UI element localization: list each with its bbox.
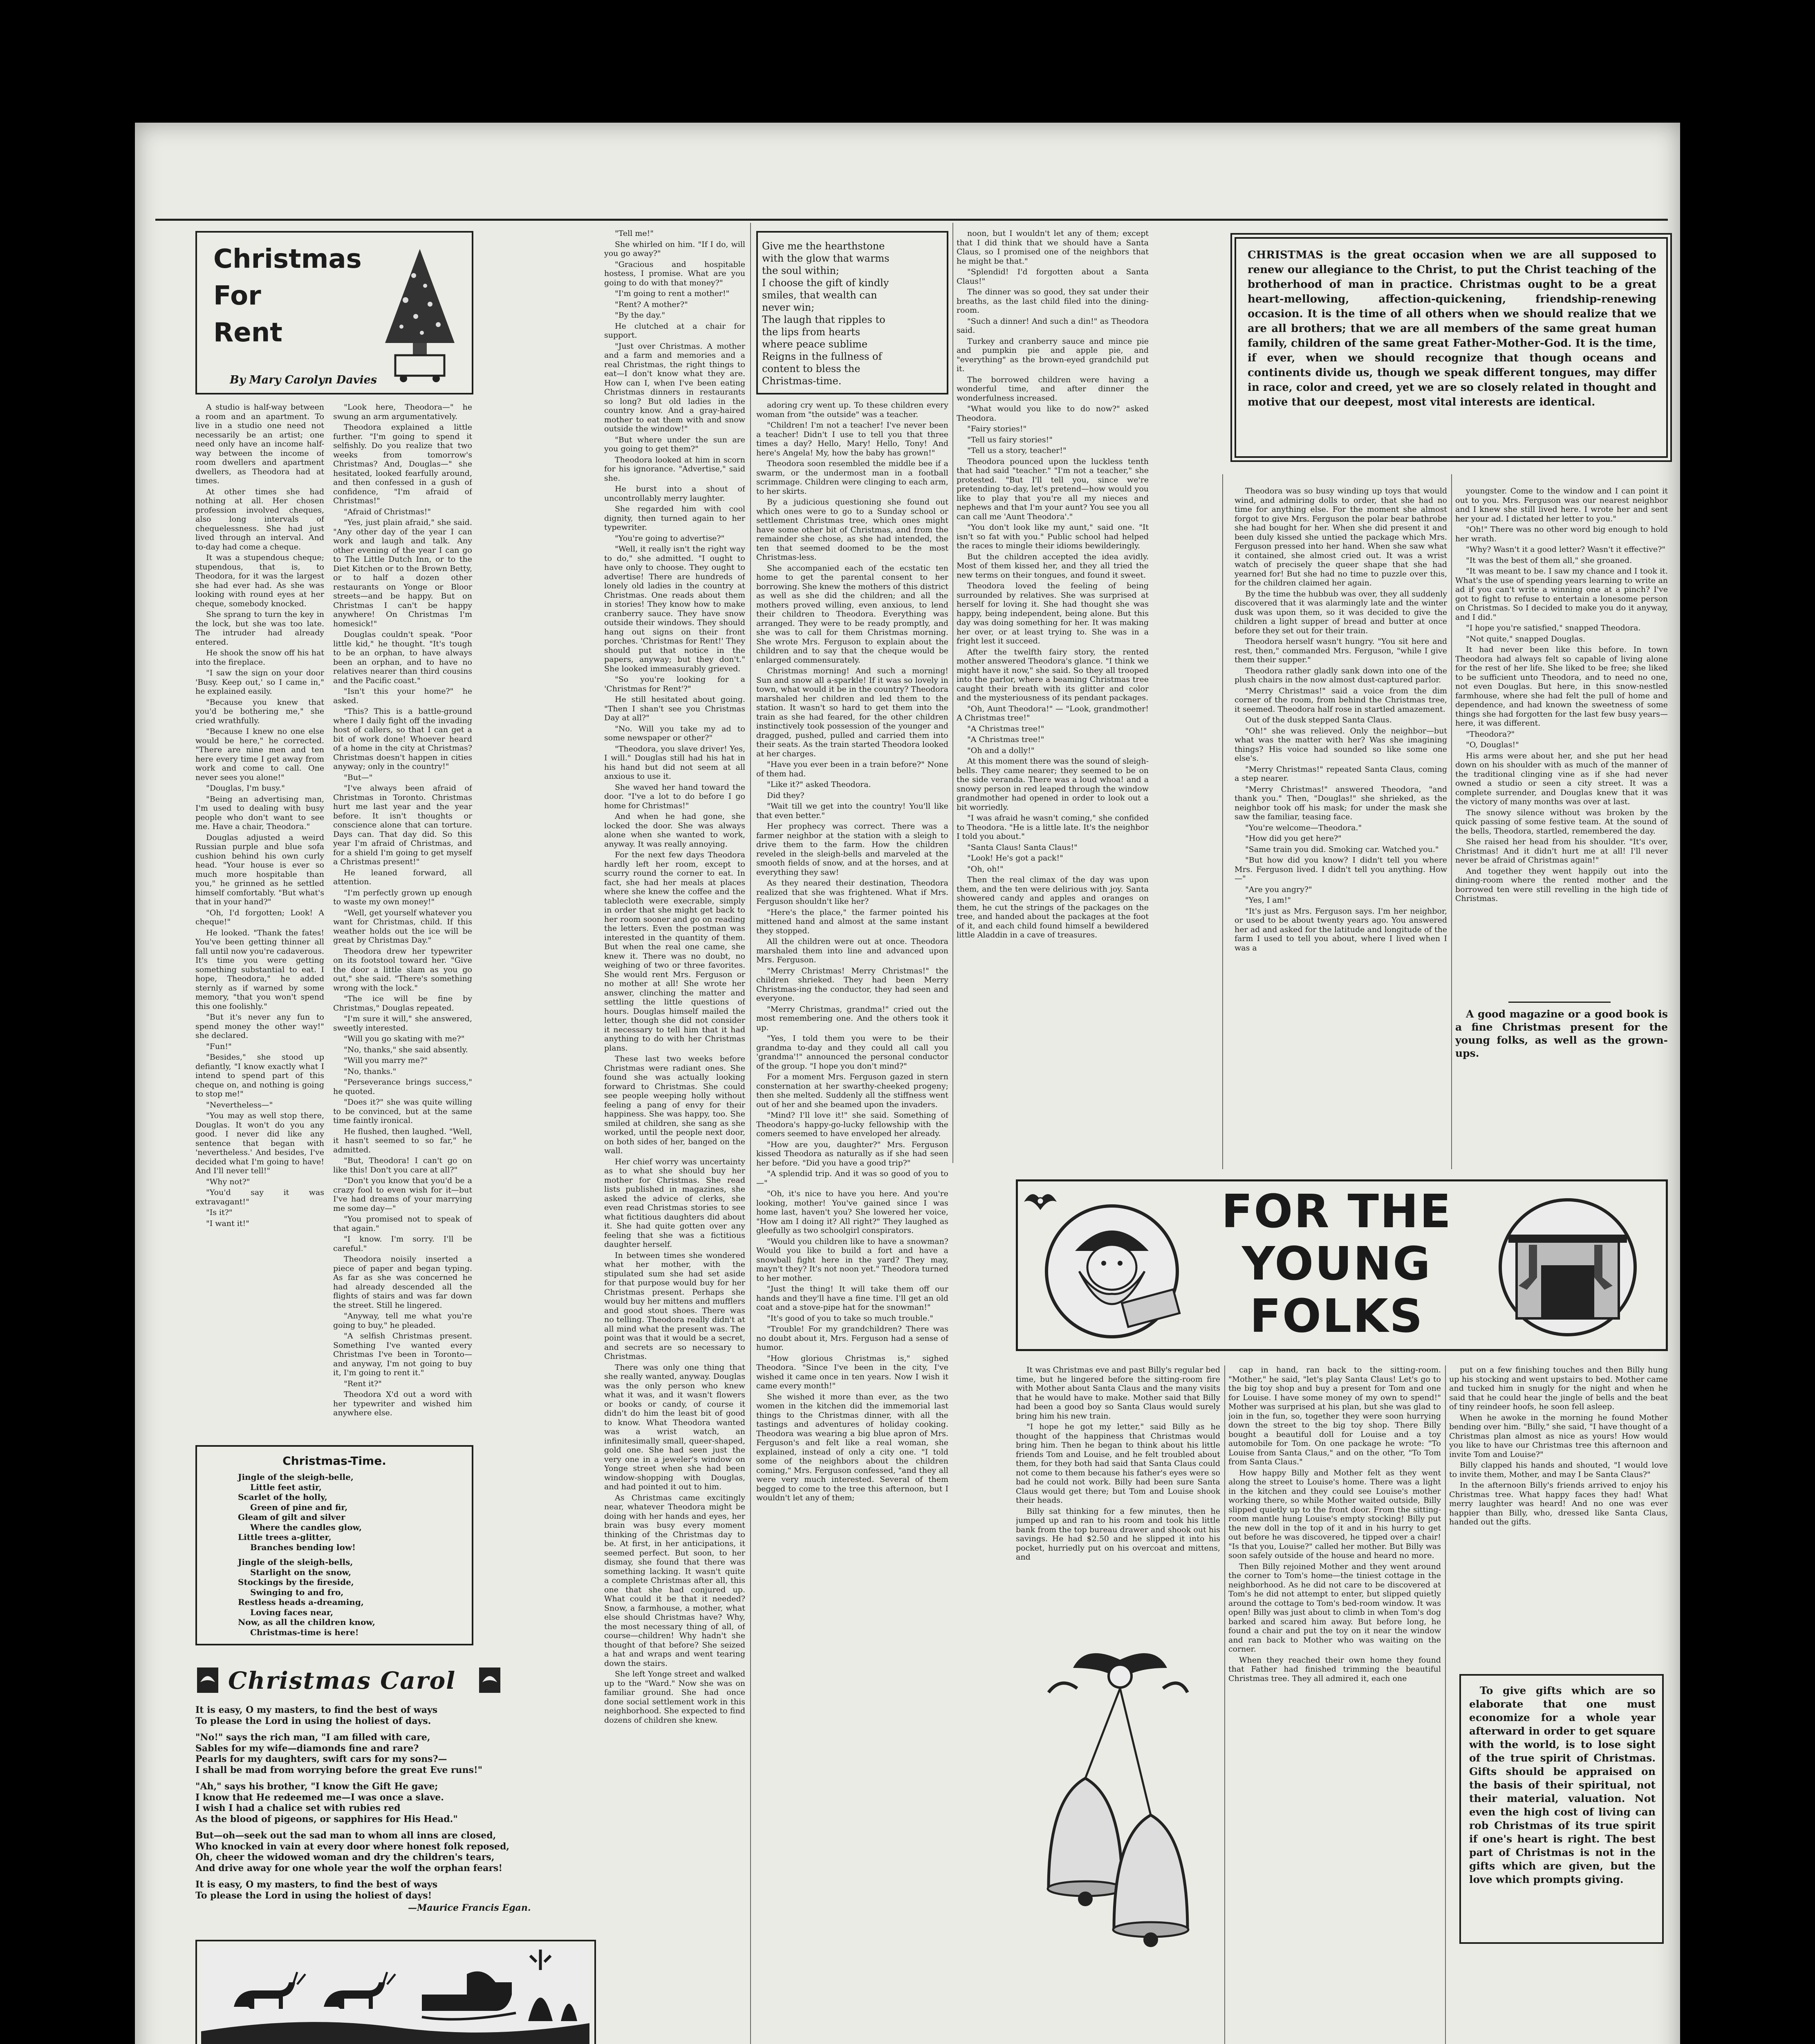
poem-line: I shall be mad from worrying before the great Eve runs!" (195, 1764, 483, 1775)
holly-icon (195, 1666, 220, 1694)
poem-line: where peace sublime (762, 338, 868, 350)
story-paragraph: "It's good of you to take so much trouble." (767, 1313, 934, 1323)
story-paragraph: "Same train you did. Smoking car. Watched you." (1245, 845, 1439, 854)
story-paragraph: "You promised not to speak of that again." (333, 1215, 472, 1233)
column-rule (1224, 1365, 1225, 2044)
poem-line: Starlight on the snow, (250, 1567, 352, 1577)
story-paragraph: By the time the hubbub was over, they all suddenly discovered that it was alarmingly late and the winter dusk was upon them, so it was decided to give the children a light supper of bread and butter at once before they set out for their train. (1235, 589, 1447, 635)
story-paragraph: "But it's never any fun to spend money the other way!" she declared. (195, 1013, 324, 1040)
young-folks-col-1 (1016, 1365, 1220, 1631)
story-paragraph: "I know. I'm sorry. I'll be careful." (333, 1235, 472, 1253)
occasion-editorial-box (1235, 237, 1668, 458)
story-paragraph: "Merry Christmas!" answered Theodora, "and thank you." Then, "Douglas!" she shrieked, as the neighbor took off his mask; for under the mask she saw the familiar, teasing face. (1235, 784, 1447, 821)
story-paragraph: "Gracious and hospitable hostess, I promise. What are you going to do with that money?" (604, 260, 745, 287)
poem-line: The laugh that ripples to (762, 314, 885, 325)
poem-line: It is easy, O my masters, to find the best of ways (195, 1705, 438, 1715)
story-paragraph: put on a few finishing touches and then Billy hung up his stocking and went upstairs to bed. Mother came and tucked him in snugly for the night and when he said that he could hear the jingle of bells and the beat of tiny reindeer hoofs, he soon fell asleep. (1449, 1365, 1668, 1411)
story-paragraph: "O, Douglas!" (1466, 740, 1519, 749)
story-paragraph: "Isn't this your home?" he asked. (333, 687, 472, 705)
story-paragraph: "Trouble! For my grandchildren? There was no doubt about it, Mrs. Ferguson had a sense of humor. (756, 1325, 948, 1352)
story-paragraph: "I hope you're satisfied," snapped Theodora. (1466, 623, 1641, 632)
poem-line: And drive away for one whole year the wolf the orphan fears! (195, 1862, 503, 1874)
fireplace-stockings-icon (1484, 1196, 1651, 1339)
story-paragraph: How happy Billy and Mother felt as they went along the street to Louise's home. There was a light in the kitchen and they could see Louise's mother working there, so while Mother waited outside, Billy slipped quietly up to the front door. From the sitting-room mantle hung Louise's empty stocking! Billy put the new doll in the top of it and in his hurry to get out before he was discovered, he tipped over a chair! "Is that you, Louise?" called her mother. But Billy was soon safely outside of the house and heard no more. (1228, 1468, 1441, 1560)
occasion-text: CHRISTMAS is the great occasion when we are all supposed to renew our allegiance to the Christ, to put the Christ teaching of the brotherhood of man in practice. Christmas ought to be a great heart-mellowing, affection-quickening, friendship-renewing occasion. It is the time of all others when we should realize that we are all brothers; that we are all members of the same great human family, children of the same great Father-Mother-God. It is the time, if ever, when we should recognize that though oceans and continents divide us, though we speak different tongues, may differ in race, color and creed, yet we are so closely related in thought and motive that our deepest, most vital interests are identical. (1248, 249, 1656, 408)
story-paragraph: "Anyway, tell me what you're going to buy," he pleaded. (333, 1311, 472, 1330)
story-paragraph: Douglas adjusted a weird Russian purple and blue sofa cushion behind his own curly head. "Your house is ever so much more hospitable than you," he grinned as he settled himself comfortably. "But what's that in your hand?" (195, 833, 324, 906)
santa-claus-icon (1030, 1202, 1194, 1341)
poem-line: Little trees a-glitter, (238, 1532, 332, 1542)
poem-line: Green of pine and fir, (250, 1502, 348, 1512)
story-paragraph: "So you're looking for a 'Christmas for Rent'?" (604, 675, 745, 693)
story-paragraph: "Oh, Aunt Theodora!" — "Look, grandmother! A Christmas tree!" (957, 704, 1149, 722)
story-paragraph: "Tell us fairy stories!" (967, 435, 1053, 444)
poem-line: with the glow that warms (762, 253, 890, 264)
story-paragraph: It was Christmas eve and past Billy's regular bed time, but he lingered before the sitting-room fire with Mother about Santa Claus and the many visits that he would have to make. Mother said that Billy had been a good boy so Santa Claus would surely bring him his new train. (1016, 1365, 1220, 1421)
story-paragraph: "Because I knew no one else would be here," he corrected. "There are nine men and ten here every time I get away from work and come to call. One never sees you alone!" (195, 727, 324, 782)
story-paragraph: "How did you get here?" (1245, 834, 1342, 843)
story-paragraph: She sprang to turn the key in the lock, but she was too late. The intruder had already entered. (195, 610, 324, 647)
story-paragraph: "By the day." (615, 311, 666, 320)
story-paragraph: Did they? (767, 791, 804, 800)
story-paragraph: And when he had gone, she locked the door. She was always alone when she wanted to work, anyway. It was really annoying. (604, 812, 745, 849)
poem-line (195, 1775, 596, 1781)
poem-line: As the blood of pigeons, or sapphires for His Head." (195, 1813, 458, 1824)
story-paragraph: The borrowed children were having a wonderful time, and after dinner the wonderfulness increased. (957, 375, 1149, 403)
story-paragraph: She wished it more than ever, as the two women in the kitchen did the immemorial last things to the Christmas dinner, with all the tastings and adventures of holiday cooking. Theodora was wearing a big blue apron of Mrs. Ferguson's and felt like a real woman, she explained, instead of only a city one. "I told some of the neighbors about the children coming," Mrs. Ferguson confessed, "and they all were very much interested. Several of them begged to come to the tree this afternoon, but I wouldn't let any of them; (756, 1392, 948, 1502)
top-rule (155, 219, 1668, 221)
title-line-3: Rent (213, 318, 282, 348)
story-paragraph: "It was the best of them all," she groaned. (1466, 556, 1632, 565)
poem-line: Scarlet of the holly, (238, 1492, 327, 1502)
story-paragraph: "Merry Christmas!" repeated Santa Claus, coming a step nearer. (1235, 764, 1447, 783)
story-paragraph: "Just the thing! It will take them off our hands and they'll have a fine time. I'll get an old coat and a stove-pipe hat for the snowman!" (756, 1284, 948, 1312)
story-paragraph: Her prophecy was correct. There was a farmer neighbor at the station with a sleigh to drive them to the farm. How the children reveled in the sleigh-bells and marveled at the smooth fields of snow, and at the horses, and at everything they saw! (756, 822, 948, 877)
story-paragraph: "You'd say it was extravagant!" (195, 1188, 324, 1206)
bells-icon (1024, 1643, 1216, 2044)
story-paragraph: "Wait till we get into the country! You'll like that even better." (756, 802, 948, 820)
story-paragraph: "Why? Wasn't it a good letter? Wasn't it effective?" (1466, 545, 1666, 554)
poem-line: Oh, cheer the widowed woman and dry the children's tears, (195, 1852, 495, 1862)
poem-line (195, 1874, 596, 1879)
story-paragraph: "Why not?" (206, 1177, 250, 1186)
story-paragraph: He shook the snow off his hat into the fireplace. (195, 648, 324, 667)
story-paragraph: "Well, it really isn't the right way to do," she admitted. "I ought to have only to choose. They ought to advertise! There are hundreds of lonely old ladies in the country at Christmas. One reads about them in stories! They know how to make cranberry sauce. They have snow outside their windows. They should hang out signs on their front porches. 'Christmas for Rent!' They should put that notice in the papers, anyway; but they don't." She looked immeasurably grieved. (604, 545, 745, 673)
story-paragraph: "A Christmas tree!" (967, 735, 1044, 744)
poem-line: Now, as all the children know, (238, 1617, 375, 1627)
story-paragraph: "Will you marry me?" (344, 1056, 428, 1065)
poem-line: "No!" says the rich man, "I am filled with care, (195, 1732, 430, 1743)
story-paragraph: "The ice will be fine by Christmas," Douglas repeated. (333, 994, 472, 1013)
young-folks-banner (1016, 1179, 1668, 1351)
title-line-1: Christmas (213, 244, 362, 274)
poem-line: smiles, that wealth can (762, 289, 877, 301)
story-paragraph: Theodora loved the feeling of being surrounded by relatives. She was surprised at herself for loving it. She had thought she was happy, being independent, being alone. But this day was doing something for her. It was making her over, or at least trying to. She was in a fright lest it succeed. (957, 581, 1149, 645)
banner-line: YOUNG (1242, 1237, 1432, 1291)
carol-banner (195, 1666, 596, 1699)
story-paragraph: "Nevertheless—" (206, 1100, 273, 1109)
gifts-editorial-box (1459, 1674, 1664, 1944)
story-paragraph: "I want it!" (206, 1219, 249, 1228)
story-paragraph: She raised her head from his shoulder. "It's over, Christmas! And it didn't hurt me at all! I'll never never be afraid of Christmas again!" (1455, 837, 1668, 865)
story-paragraph: He burst into a shout of uncontrollably merry laughter. (604, 484, 745, 503)
story-paragraph: "Are you angry?" (1245, 885, 1312, 894)
story-paragraph: "I saw the sign on your door 'Busy. Keep out,' so I came in," he explained easily. (195, 668, 324, 696)
poem-line: Little feet astir, (250, 1482, 322, 1492)
story-paragraph: "Besides," she stood up defiantly, "I know exactly what I intend to spend part of this cheque on, and nothing is going to stop me!" (195, 1053, 324, 1098)
story-paragraph: It had never been like this before. In town Theodora had always felt so capable of living alone for the rest of her life. She liked to be free; she liked to be sufficient unto Theodora, and to need no one, not even Douglas. But here, in this snow-nestled farmhouse, where she had felt the pull of home and dependence, and had known the sweetness of some things she had forgotten for the last few busy years—here, it was different. (1455, 645, 1668, 728)
hearthstone-poem (762, 240, 943, 387)
story-paragraph: But the children accepted the idea avidly. Most of them kissed her, and they all tried the new terms on their tongues, and found it sweet. (957, 552, 1149, 580)
story-paragraph: "It's just as Mrs. Ferguson says. I'm her neighbor, or used to be about twenty years ago. You answered her ad and asked for the latitude and longitude of the farm I used to tell you about, where I lived when I was a (1235, 906, 1447, 953)
story-paragraph: Theodora was so busy winding up toys that would wind, and admiring dolls to order, that she had no time for anything else. For the moment she almost forgot to give Mrs. Ferguson the polar bear bathrobe she had bought for her. When she did present it and been duly kissed she untied the package which Mrs. Ferguson pressed into her hand. When she saw what it contained, she almost cried out. It was a wrist watch of precisely the queer shape that she had yearned for! But she had no time to puzzle over this, for the children claimed her again. (1235, 486, 1447, 587)
story-paragraph: Then Billy rejoined Mother and they went around the corner to Tom's home—the tiniest cottage in the neighborhood. As he did not care to be discovered at Tom's he did not attempt to enter, but slipped quietly around the cottage to Tom's bed-room window. It was open! Billy was just about to climb in when Tom's dog barked and scared him away. But before long, he found a chair and put the toy on it near the window and ran back to Mother who was waiting on the corner. (1228, 1562, 1441, 1654)
poem-line: Restless heads a-dreaming, (238, 1597, 364, 1607)
title-box (195, 231, 473, 394)
young-folks-col-2 (1228, 1365, 1441, 2044)
story-paragraph: "Tell me!" (615, 229, 654, 238)
story-paragraph: He clutched at a chair for support. (604, 321, 745, 340)
story-paragraph: "No, thanks." (344, 1067, 397, 1076)
story-paragraph: Billy sat thinking for a few minutes, then he jumped up and ran to his room and took his little bank from the top bureau drawer and shook out his savings. He had $2.50 and he slipped it into his pocket, hurriedly put on his overcoat and mittens, and (1016, 1506, 1220, 1562)
story-paragraph: "Have you ever been in a train before?" None of them had. (756, 760, 948, 778)
poem-line: Jingle of the sleigh-bells, (238, 1557, 353, 1567)
poem-line: To please the Lord in using the holiest of days. (195, 1715, 431, 1726)
poem-line: Christmas-time is here! (250, 1627, 359, 1637)
story-paragraph: "Rent? A mother?" (615, 300, 688, 309)
story-paragraph: "Oh, it's nice to have you here. And you're looking, mother! You've gained since I was home last, haven't you? She lowered her voice, "How am I doing it? All right?" They laughed as gleefully as two schoolgirl conspirators. (756, 1189, 948, 1235)
story-paragraph: Then the real climax of the day was upon them, and the ten were delirious with joy. Santa showered candy and apples and oranges on them, he cut the strings of the packages on the tree, and handed about the packages at the foot of it, and each child found himself a bewildered little Aladdin in a cave of treasures. (957, 875, 1149, 939)
story-paragraph: "A splendid trip. And it was so good of you to—" (756, 1169, 948, 1188)
story-paragraph: "What would you like to do now?" asked Theodora. (957, 404, 1149, 423)
story-paragraph: "Not quite," snapped Douglas. (1466, 634, 1586, 643)
story-paragraph: At other times she had nothing at all. Her chosen profession involved cheques, also long intervals of chequelessness. She had just lived through an interval. And to-day had come a cheque. (195, 487, 324, 551)
story-paragraph: At this moment there was the sound of sleigh-bells. They came nearer; they seemed to be on the side veranda. There was a loud whoa! and a snowy person in red leaped through the window grandmother had opened in order to look out a bit worriedly. (957, 757, 1149, 812)
story-paragraph: "A Christmas tree!" (967, 724, 1044, 733)
story-paragraph: She left Yonge street and walked up to the "Ward." Now she was on familiar ground. She had once done social settlement work in this neighborhood. She expected to find dozens of children she knew. (604, 1670, 745, 1725)
story-paragraph: It was a stupendous cheque; stupendous, that is, to Theodora, for it was the largest she had ever had. As she was looking with round eyes at her cheque, somebody knocked. (195, 553, 324, 608)
story-paragraph: Turkey and cranberry sauce and mince pie and pumpkin pie and apple pie, and "everything" as the brown-eyed grandchild put it. (957, 336, 1149, 373)
story-paragraph: All the children were out at once. Theodora marshaled them into line and advanced upon Mrs. Ferguson. (756, 937, 948, 964)
poem-line: Give me the hearthstone (762, 240, 885, 252)
title-line-2: For (213, 281, 261, 311)
story-paragraph: adoring cry went up. To these children every woman from "the outside" was a teacher. (756, 401, 948, 419)
story-paragraph: "You're welcome—Theodora." (1245, 823, 1362, 832)
story-col-6 (1235, 486, 1447, 1165)
story-paragraph: "How are you, daughter?" Mrs. Ferguson kissed Theodora as naturally as if she had seen her before. "Did you have a good trip?" (756, 1140, 948, 1168)
story-paragraph: "No. Will you take my ad to some newspaper or other?" (604, 724, 745, 742)
story-paragraph: "But—" (344, 773, 373, 782)
story-paragraph: "Merry Christmas, grandma!" cried out the most remembering one. And the others took it up. (756, 1004, 948, 1032)
banner-line: FOR THE (1221, 1185, 1452, 1238)
poem-line: I wish I had a chalice set with rubies red (195, 1803, 401, 1813)
story-paragraph: For the next few days Theodora hardly left her room, except to scurry round the corner to eat. In fact, she had her meals at places where she knew the coffee and the tablecloth were execrable, simply in order that she might get back to her room sooner and go on reading the letters. Even the postman was interested in the quantity of them. But when the real one came, she knew it. There was no doubt, no weighing of two or three favorites. She would rent Mrs. Ferguson or no mother at all! She wrote her answer, clinching the matter and settling the little questions of hours. Douglas himself mailed the letter, though she did not consider it necessary to tell him that it had anything to do with her Christmas plans. (604, 850, 745, 1053)
story-paragraph: He looked. "Thank the fates! You've been getting thinner all fall until now you're cadaverous. It's time you were getting something substantial to eat. I hope, Theodora," he added sternly as if warned by some memory, "that you won't spend this one foolishly." (195, 928, 324, 1011)
story-paragraph: She whirled on him. "If I do, will you go away?" (604, 240, 745, 258)
story-paragraph: Theodora drew her typewriter on its footstool toward her. "Give the door a little slam as you go out," she said. "There's something wrong with the lock." (333, 946, 472, 993)
column-rule (1451, 474, 1452, 1169)
story-paragraph: "But where under the sun are you going to get them?" (604, 435, 745, 453)
poem-line: Reigns in the fullness of (762, 351, 882, 362)
story-paragraph: "You don't look like my aunt," said one. "It isn't so fat with you." Public school had helped the races to mingle their idioms bewilderingly. (957, 523, 1149, 550)
story-paragraph: "You're going to advertise?" (615, 533, 725, 543)
poem-line: It is easy, O my masters, to find the best of ways (195, 1879, 438, 1890)
story-paragraph: Christmas morning! And such a morning! Sun and snow all a-sparkle! If it was so lovely in town, what would it be in the country? Theodora marshaled her children and led them to the station. It wasn't so hard to get them into the train as she had feared, for the other children instinctively took possession of the younger and dragged, pushed, pulled and carried them into their seats. As the train started Theodora looked at her charges. (756, 666, 948, 758)
story-paragraph: "Being an advertising man, I'm used to dealing with busy people who don't want to see me. Have a chair, Theodora." (195, 794, 324, 831)
story-paragraph: The snowy silence without was broken by the quick passing of some festive team. At the sound of the bells, Theodora, startled, remembered the day. (1455, 808, 1668, 836)
story-paragraph: In the afternoon Billy's friends arrived to enjoy his Christmas tree. What happy faces they had! What merry laughter was heard! And no one was ever happier than Billy, who, dressed like Santa Claus, handed out the gifts. (1449, 1481, 1668, 1526)
story-paragraph: As Christmas came excitingly near, whatever Theodora might be doing with her hands and eyes, her brain was busy every moment thinking of the Christmas day to be. At first, in her anticipations, it seemed perfect. But soon, to her dismay, she found that there was something lacking. It wasn't quite a complete Christmas after all, this one that she had conjured up. What could it be that it needed? Snow, a farmhouse, a mother, what else should Christmas have? Why, the most necessary thing of all, of course—children! Why hadn't she thought of that before? She seized a hat and wraps and went tearing down the stairs. (604, 1493, 745, 1668)
story-paragraph: "Oh, I'd forgotten; Look! A cheque!" (195, 908, 324, 926)
story-col-1 (195, 403, 324, 1435)
story-paragraph: "Merry Christmas! Merry Christmas!" the children shrieked. They had been Merry Christmas-ing the conductor, they had seen and everyone. (756, 966, 948, 1003)
story-paragraph: "Look here, Theodora—" he swung an arm argumentatively. (333, 403, 472, 421)
story-paragraph: He leaned forward, all attention. (333, 868, 472, 886)
christmas-time-title: Christmas-Time. (282, 1454, 386, 1468)
story-paragraph: Billy clapped his hands and shouted, "I would love to invite them, Mother, and may I be Santa Claus?" (1449, 1461, 1668, 1479)
story-paragraph: He flushed, then laughed. "Well, it hasn't seemed to so far," he admitted. (333, 1127, 472, 1154)
story-paragraph: "I was afraid he wasn't coming," she confided to Theodora. "He is a little late. It's the neighbor I told you about." (957, 814, 1149, 841)
story-paragraph: "I've always been afraid of Christmas in Toronto. Christmas hurt me last year and the year before. It isn't thoughts or conscience alone that can torture. Days can. That day did. So this year I'm afraid of Christmas, and for a shield I'm going to get myself a Christmas present!" (333, 784, 472, 866)
column-rule (750, 223, 751, 2044)
story-paragraph: "Afraid of Christmas!" (344, 507, 431, 516)
poem-line: Swinging to and fro, (250, 1587, 344, 1597)
story-paragraph: youngster. Come to the window and I can point it out to you. Mrs. Ferguson was our nearest neighbor and I knew she still lived here. I wrote her and sent her your ad. I dictated her letter to you." (1455, 486, 1668, 523)
poem-line: Pearls for my daughters, swift cars for my sons?— (195, 1754, 447, 1764)
story-paragraph: Theodora looked at him in scorn for his ignorance. "Advertise," said she. (604, 455, 745, 483)
story-paragraph: "Such a dinner! And such a din!" as Theodora said. (957, 316, 1149, 335)
story-paragraph: "But, Theodora! I can't go on like this! Don't you care at all?" (333, 1156, 472, 1174)
story-paragraph: Douglas couldn't speak. "Poor little kid," he thought. "It's tough to be an orphan, to have always been an orphan, and to have no relatives nearer than third cousins and the Pacific coast." (333, 630, 472, 685)
story-paragraph: In between times she wondered what her mother, with the stipulated sum she had set aside for that purpose would buy for her Christmas present. Perhaps she would buy her mittens and mufflers and good stout shoes. There was no telling. Theodora really didn't at all mind what the present was. The point was that it would be a secret, and secrets are so necessary to Christmas. (604, 1251, 745, 1361)
poem-line: "Ah," says his brother, "I know the Gift He gave; (195, 1781, 438, 1792)
story-paragraph: Theodora explained a little further. "I'm going to spend it selfishly. Do you realize that two weeks from tomorrow's Christmas? And, Douglas—" she hesitated, looked fearfully around, and then confessed in a gush of confidence, "I'm afraid of Christmas!" (333, 423, 472, 505)
story-paragraph: noon, but I wouldn't let any of them; except that I did think that we should have a Santa Claus, so I promised one of the neighbors that he might be that." (957, 229, 1149, 266)
story-paragraph: By a judicious questioning she found out which ones were to go to a Sunday school or settlement Christmas tree, which ones might have some other bit of Christmas, and from the remainder she chose, as she had intended, the ten that seemed doomed to be the most Christmas-less. (756, 498, 948, 562)
christmas-time-poem (238, 1472, 375, 1637)
story-paragraph: "Oh!" she was relieved. Only the neighbor—but what was the matter with her? Was she imagining things? His voice had sounded so like some one else's. (1235, 726, 1447, 763)
story-paragraph: "I'm sure it will," she answered, sweetly interested. (333, 1014, 472, 1033)
poem-line (195, 1726, 596, 1732)
story-paragraph: Theodora rather gladly sank down into one of the plush chairs in the now almost dust-captured parlor. (1235, 666, 1447, 684)
poem-line: But—oh—seek out the sad man to whom all inns are closed, (195, 1830, 496, 1841)
story-paragraph: "Look! He's got a pack!" (967, 854, 1063, 863)
poem-line: To please the Lord in using the holiest of days! (195, 1890, 432, 1901)
story-paragraph: Theodora X'd out a word with her typewriter and wished him anywhere else. (333, 1390, 472, 1417)
story-paragraph: For a moment Mrs. Ferguson gazed in stern consternation at her swarthy-cheeked progeny; then she melted. Suddenly all the stiffness went out of her and she beamed upon the invaders. (756, 1072, 948, 1109)
story-col-7 (1455, 486, 1668, 993)
story-paragraph: Her chief worry was uncertainty as to what she should buy her mother for Christmas. She read lists published in magazines, she asked the advice of clerks, she even read Christmas stories to see what fictitious daughters did about it. She had quite gotten over any feeling that she was a fictitious daughter herself. (604, 1157, 745, 1249)
column-rule (1222, 474, 1223, 1169)
story-paragraph: She accompanied each of the ecstatic ten home to get the parental consent to her borrowing. She knew the mothers of this district as well as she did the children; and all the mothers proved willing, even anxious, to lend their children to Theodora. Everything was arranged. They were to be ready promptly, and she was to call for them Christmas morning. She wrote Mrs. Ferguson to explain about the children and to say that the cheque would be enlarged commensurately. (756, 563, 948, 665)
story-paragraph: When he awoke in the morning he found Mother bending over him. "Billy," she said, "I have thought of a Christmas plan almost as nice as yours! How would you like to have our Christmas tree this afternoon and invite Tom and Louise?" (1449, 1413, 1668, 1459)
hearthstone-poem-box (756, 231, 948, 394)
story-paragraph: She regarded him with cool dignity, then turned again to her typewriter. (604, 504, 745, 532)
poem-line: Jingle of the sleigh-belle, (238, 1472, 354, 1482)
banner-line: FOLKS (1250, 1290, 1424, 1343)
story-paragraph: "Children! I'm not a teacher! I've never been a teacher! Didn't I use to tell you that three times a day? Hello, Mary! Hello, Tony! And here's Angela! My, how the baby has grown!" (756, 421, 948, 457)
story-paragraph: "Rent it?" (344, 1379, 382, 1388)
poem-line: the lips from hearts (762, 326, 860, 338)
story-paragraph: As they neared their destination, Theodora realized that she was frightened. What if Mrs. Ferguson shouldn't like her? (756, 879, 948, 906)
story-paragraph: Theodora noisily inserted a piece of paper and began typing. As far as she was concerned he had already descended all the flights of stairs and was far down the street. Still he lingered. (333, 1255, 472, 1310)
christmas-tree-icon (377, 247, 463, 386)
story-paragraph: The dinner was so good, they sat under their breaths, as the last child filed into the dining-room. (957, 287, 1149, 315)
poem-line: content to bless the (762, 363, 860, 374)
story-paragraph: Theodora herself wasn't hungry. "You sit here and rest, then," commanded Mrs. Ferguson, "while I give them their supper." (1235, 637, 1447, 664)
poem-line: Branches bending low! (250, 1542, 356, 1552)
poem-line: Where the candles glow, (250, 1522, 362, 1532)
story-paragraph: His arms were about her, and she put her head down on his shoulder with as much of the manner of the traditional clinging vine as if she had never owned a studio or seen a city street. It was a complete surrender, and Douglas knew that it was the victory of many months was over at last. (1455, 751, 1668, 806)
story-paragraph: He still hesitated about going. "Then I shan't see you Christmas Day at all?" (604, 695, 745, 722)
column-rule (1445, 1365, 1446, 2044)
story-paragraph: "Oh!" There was no other word big enough to hold her wrath. (1455, 525, 1668, 543)
poem-line: I know that He redeemed me—I was once a slave. (195, 1792, 444, 1803)
story-paragraph: "How glorious Christmas is," sighed Theodora. "Since I've been in the city, I've wished it came once in ten years. Now I wish it came every month!" (756, 1354, 948, 1390)
story-col-2 (333, 403, 472, 1611)
poem-line (195, 1824, 596, 1830)
story-paragraph: "Does it?" she was quite willing to be convinced, but at the same time faintly ironical. (333, 1098, 472, 1125)
story-paragraph: "Is it?" (206, 1208, 233, 1217)
story-paragraph: Out of the dusk stepped Santa Claus. (1245, 715, 1392, 724)
story-paragraph: "Because you knew that you'd be bothering me," she cried wrathfully. (195, 697, 324, 725)
carol-poem (195, 1705, 596, 1914)
story-paragraph: "It was meant to be. I saw my chance and I took it. What's the use of spending years learning to write an ad if you can't write a winning one at a pinch? I've got to fight to refuse to entertain a lonesome person on Christmas. So I decided to make you do it anyway, and I did." (1455, 567, 1668, 622)
story-paragraph: "No, thanks," she said absently. (344, 1045, 468, 1054)
story-paragraph: A studio is half-way between a room and an apartment. To live in a studio one need not necessarily be an artist; one need only have an income half-way between the income of room dwellers and apartment dwellers, as Theodora had at times. (195, 403, 324, 485)
story-paragraph: "Mind? I'll love it!" she said. Something of Theodora's happy-go-lucky fellowship with the comers seemed to have enveloped her already. (756, 1111, 948, 1138)
poem-line: Stockings by the fireside, (238, 1577, 354, 1587)
story-col-4 (756, 401, 948, 2044)
story-col-3 (604, 229, 745, 2044)
magazine-note: A good magazine or a good book is a fine Christmas present for the young folks, as well as the grown-ups. (1455, 1008, 1668, 1059)
story-paragraph: "Tell us a story, teacher!" (967, 446, 1067, 455)
story-paragraph: When they reached their own home they found that Father had finished trimming the beautiful Christmas tree. They all admired it, each one (1228, 1655, 1441, 1683)
story-paragraph: There was only one thing that she really wanted, anyway. Douglas was the only person who knew what it was, and it wasn't flowers or books or candy, of course it didn't do him the least bit of good to know. What Theodora wanted was a wrist watch, an infinitesimally small, queer-shaped, gold one. She had seen just the very one in a jeweler's window on Yonge street when she had been window-shopping with Douglas, and had pointed it out to him. (604, 1363, 745, 1491)
story-paragraph: "Douglas, I'm busy." (206, 784, 285, 793)
young-folks-title (1210, 1186, 1463, 1342)
story-paragraph: She waved her hand toward the door. "I've a lot to do before I go home for Christmas!" (604, 782, 745, 810)
story-paragraph: "Will you go skating with me?" (344, 1034, 465, 1043)
story-paragraph: cap in hand, ran back to the sitting-room. "Mother," he said, "let's play Santa Claus! Let's go to the big toy shop and buy a present for Tom and one for Louise. I have some money of my own to spend!" Mother was surprised at his plan, but she was glad to join in the fun, so, together they were soon hurrying down the street to the big toy shop. There Billy bought a beautiful doll for Louise and a toy automobile for Tom. On one package he wrote: "To Louise from Santa Claus," and on the other, "To Tom from Santa Claus." (1228, 1365, 1441, 1466)
poem-line: Loving faces near, (250, 1607, 334, 1617)
christmas-time-poem-box (195, 1445, 473, 1645)
poem-line: Christmas-time. (762, 375, 842, 387)
story-title (213, 241, 362, 351)
story-paragraph: And together they went happily out into the dining-room where the rented mother and the borrowed ten were still revelling in the high tide of Christmas. (1455, 866, 1668, 903)
story-paragraph: "Theodora, you slave driver! Yes, I will." Douglas still had his hat in his hand but did not seem at all anxious to use it. (604, 744, 745, 781)
story-paragraph: "Yes, just plain afraid," she said. "Any other day of the year I can work and laugh and talk. Any other evening of the year I can go to The Little Dutch Inn, or to the Diet Kitchen or to the Brown Betty, or to half a dozen other restaurants on Yonge or Bloor streets—and be happy. But on Christmas I can't be happy anywhere! On Christmas I'm homesick!" (333, 518, 472, 628)
poem-line: never win; (762, 302, 815, 313)
story-paragraph: "Oh and a dolly!" (967, 746, 1035, 755)
holly-icon (477, 1666, 502, 1694)
story-paragraph: Theodora pounced upon the luckless tenth that had said "teacher." "I'm not a teacher," she protested. "But I'll tell you, since we're pretending to-day, let's pretend—how would you like to play that you're all my nieces and nephews and that I'm your aunt? You see you all can call me 'Aunt Theodora'." (957, 457, 1149, 521)
story-paragraph: "This? This is a battle-ground where I daily fight off the invading host of callers, so that I can get a bit of work done! Whoever heard of a home in the city at Christmas? Christmas doesn't happen in cities anyway; only in the country!" (333, 707, 472, 771)
story-paragraph: "Santa Claus! Santa Claus!" (967, 843, 1078, 852)
carol-title: Christmas Carol (228, 1667, 456, 1694)
story-paragraph: "I'm going to rent a mother!" (615, 289, 730, 298)
story-paragraph: "Fairy stories!" (967, 424, 1027, 433)
story-paragraph: "Here's the place," the farmer pointed his mittened hand and almost at the same instant they stopped. (756, 908, 948, 935)
story-paragraph: After the twelfth fairy story, the rented mother answered Theodora's glance. "I think we might have it now," she said. So they all trooped into the parlor, where a beaming Christmas tree caught their breath with its glitter and color and the mysteriousness of its pendant packages. (957, 647, 1149, 702)
column-rule (952, 223, 953, 1163)
newspaper-page (135, 123, 1680, 2044)
story-paragraph: "A selfish Christmas present. Something I've wanted every Christmas I've been in Toronto—and anyway, I'm not going to buy it, I'm going to rent it." (333, 1331, 472, 1377)
poem-line (238, 1552, 375, 1557)
story-paragraph: "Just over Christmas. A mother and a farm and memories and a real Christmas, the right things to eat—I don't know what they are. How can I, when I've been eating Christmas dinners in restaurants so long? But old ladies in the country know. And a gray-haired mother to eat them with and snow outside the window!" (604, 341, 745, 433)
story-paragraph: "Perseverance brings success," he quoted. (333, 1078, 472, 1096)
story-paragraph: "Like it?" asked Theodora. (767, 780, 871, 789)
story-paragraph: "You may as well stop there, Douglas. It won't do you any good. I never did like any sentence that began with 'nevertheless.' And besides, I've decided what I'm going to have! And I'll never tell!" (195, 1111, 324, 1175)
story-paragraph: "Fun!" (206, 1042, 232, 1051)
byline: By Mary Carolyn Davies (230, 374, 377, 386)
story-paragraph: "Merry Christmas!" said a voice from the dim corner of the room, from behind the Christmas tree, it seemed. Theodora half rose in startled amazement. (1235, 686, 1447, 714)
story-paragraph: These last two weeks before Christmas were radiant ones. She found she was actually looking forward to Christmas. She could see people weeping holly without feeling a pang of envy for their happiness. She was happy, too. She smiled at children, she sang as she worked, until the people next door, on both sides of her, banged on the wall. (604, 1054, 745, 1155)
story-paragraph: "Would you children like to have a snowman? Would you like to build a fort and have a snowball fight here in the yard? They may, mayn't they? It's not noon yet." Theodora turned to her mother. (756, 1237, 948, 1283)
story-paragraph: "Don't you know that you'd be a crazy fool to even wish for it—but I've had dreams of your marrying me some day—" (333, 1176, 472, 1213)
story-paragraph: "Oh, oh!" (967, 864, 1004, 874)
story-paragraph: "Yes, I told them you were to be their grandma to-day and they could all call you 'grandma'!" announced the personal conductor of the group. "I hope you don't mind?" (756, 1034, 948, 1071)
story-paragraph: "Well, get yourself whatever you want for Christmas, child. If this weather holds out the ice will be great by Christmas Day." (333, 908, 472, 945)
poem-line: the soul within; (762, 265, 839, 276)
poem-line: Sables for my wife—diamonds fine and rare? (195, 1743, 419, 1754)
sleigh-illustration-box (195, 1940, 596, 2044)
story-paragraph: Theodora soon resembled the middle bee if a swarm, or the undermost man in a football scrimmage. Children were clinging to each arm, to her skirts. (756, 459, 948, 496)
sleigh-reindeer-icon (201, 1945, 589, 2044)
gifts-text: To give gifts which are so elaborate that one must economize for a whole year afterward in order to get square with the world, is to lose sight of the true spirit of Christmas. Gifts should be appraised on the basis of their spiritual, not their material, valuation. Not even the high cost of living can rob Christmas of its true spirit if one's heart is right. The best part of Christmas is not in the gifts which are given, but the love which prompts giving. (1469, 1685, 1656, 1885)
story-paragraph: "Yes, I am!" (1245, 896, 1291, 905)
poem-line: I choose the gift of kindly (762, 277, 889, 289)
carol-author: —Maurice Francis Egan. (408, 1903, 531, 1913)
poem-line: Gleam of gilt and silver (238, 1512, 345, 1522)
story-paragraph: "I'm perfectly grown up enough to waste my own money!" (333, 888, 472, 906)
divider (1508, 1002, 1611, 1003)
story-paragraph: "Theodora?" (1466, 729, 1515, 739)
story-paragraph: "But how did you know? I didn't tell you where Mrs. Ferguson lived. I didn't tell you anything. How—" (1235, 856, 1447, 883)
young-folks-col-3 (1449, 1365, 1668, 1660)
story-paragraph: "I hope he got my letter," said Billy as he thought of the happiness that Christmas would bring him. Then he began to think about his little friends Tom and Louise, and he felt troubled about them, for they both had said that Santa Claus could not come to them because his father's eyes were so bad he could not work. Billy had been sure Santa Claus would get there; but Tom and Louise shook their heads. (1016, 1422, 1220, 1505)
story-paragraph: "Splendid! I'd forgotten about a Santa Claus!" (957, 267, 1149, 286)
story-col-5 (957, 229, 1149, 1165)
poem-line: Who knocked in vain at every door where honest folk reposed, (195, 1841, 510, 1852)
